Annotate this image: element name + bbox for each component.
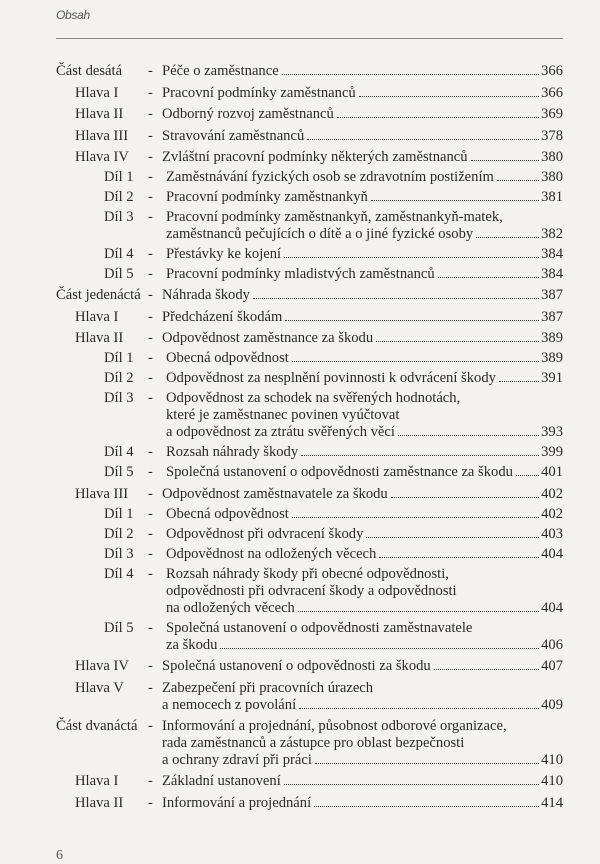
dot-leader xyxy=(476,237,539,238)
entry-dash: - xyxy=(148,505,153,522)
entry-title-line xyxy=(162,128,563,145)
entry-label: Hlava II xyxy=(75,794,124,811)
entry-label: Díl 1 xyxy=(104,350,134,366)
title-text: Přestávky ke kojení xyxy=(166,246,282,262)
entry-label: Hlava I xyxy=(75,308,119,325)
dot-leader xyxy=(434,669,539,670)
entry-label: Část jedenáctá xyxy=(56,287,141,303)
entry-page: 366 xyxy=(541,84,563,101)
toc-entry[interactable] xyxy=(56,795,563,812)
toc-entry[interactable] xyxy=(56,658,563,675)
entry-label: Díl 3 xyxy=(104,390,134,406)
dot-leader xyxy=(282,74,539,75)
toc-entry[interactable] xyxy=(56,246,563,263)
entry-page: 389 xyxy=(541,330,563,346)
title-text: Odpovědnost zaměstnance za škodu xyxy=(162,330,374,346)
entry-title-line xyxy=(162,658,563,675)
entry-dash: - xyxy=(148,84,153,101)
entry-title-line: Rozsah náhrady škody při obecné odpovědnosti, xyxy=(166,565,449,582)
entry-page: 406 xyxy=(541,636,563,653)
entry-title xyxy=(162,773,563,790)
entry-page: 378 xyxy=(541,127,563,144)
title-text: Pracovní podmínky zaměstnankyň xyxy=(166,189,368,205)
title-text: Zvláštní pracovní podmínky některých zaměstnanců xyxy=(162,149,468,165)
entry-label: Hlava II xyxy=(75,330,124,346)
toc-entry[interactable] xyxy=(56,169,563,186)
entry-title xyxy=(166,506,563,523)
entry-title xyxy=(162,63,563,80)
entry-label: Díl 4 xyxy=(104,246,134,262)
entry-title-line xyxy=(166,444,563,461)
dot-leader xyxy=(379,557,539,558)
dot-leader xyxy=(391,497,539,498)
entry-title xyxy=(166,350,563,367)
entry-title xyxy=(166,246,563,263)
entry-title xyxy=(162,486,563,503)
entry-dash: - xyxy=(148,246,153,262)
entry-dash: - xyxy=(148,350,153,366)
entry-dash: - xyxy=(148,679,153,696)
dot-leader xyxy=(359,96,539,97)
title-text: Společná ustanovení o odpovědnosti zaměstnance za škodu xyxy=(166,464,513,480)
entry-title xyxy=(166,370,563,387)
entry-label: Díl 2 xyxy=(104,525,134,542)
entry-dash: - xyxy=(148,370,153,386)
entry-title-line xyxy=(166,226,563,243)
entry-dash: - xyxy=(148,444,153,460)
entry-label: Díl 2 xyxy=(104,370,134,386)
entry-page: 407 xyxy=(541,658,563,674)
entry-dash: - xyxy=(148,464,153,480)
title-text: Pracovní podmínky mladistvých zaměstnanců xyxy=(166,266,435,282)
entry-dash: - xyxy=(148,525,153,542)
entry-title-line: Společná ustanovení o odpovědnosti zaměstnavatele xyxy=(166,619,473,636)
dot-leader xyxy=(284,257,539,258)
toc-entry[interactable] xyxy=(56,266,563,283)
title-text: na odložených věcech xyxy=(166,599,295,616)
title-text: Odborný rozvoj zaměstnanců xyxy=(162,106,334,122)
entry-label: Díl 1 xyxy=(104,169,134,185)
toc-entry[interactable] xyxy=(56,350,563,367)
title-text: Informování a projednání xyxy=(162,794,312,811)
entry-page: 401 xyxy=(541,464,563,480)
toc-entry[interactable] xyxy=(56,486,563,503)
entry-title xyxy=(166,546,563,563)
entry-page: 384 xyxy=(541,266,563,282)
dot-leader xyxy=(301,455,539,456)
entry-dash: - xyxy=(148,266,153,282)
entry-label: Díl 5 xyxy=(104,464,134,480)
entry-page: 403 xyxy=(541,525,563,542)
entry-page: 382 xyxy=(541,226,563,242)
entry-title-line xyxy=(166,350,563,367)
entry-title-line: Zabezpečení při pracovních úrazech xyxy=(162,679,374,696)
toc-entry[interactable] xyxy=(56,149,563,166)
entry-dash: - xyxy=(148,565,153,582)
entry-title xyxy=(162,309,563,326)
entry-title xyxy=(162,149,563,166)
entry-title-line xyxy=(166,189,563,206)
entry-page: 369 xyxy=(541,106,563,122)
entry-title-line xyxy=(166,546,563,563)
dot-leader xyxy=(337,117,539,118)
entry-label: Hlava III xyxy=(75,127,129,144)
entry-title xyxy=(166,189,563,206)
dot-leader xyxy=(299,708,539,709)
entry-dash: - xyxy=(148,658,153,674)
title-text: Obecná odpovědnost xyxy=(166,505,289,522)
entry-label: Díl 4 xyxy=(104,444,134,460)
page-number: 6 xyxy=(56,848,63,863)
header-rule xyxy=(56,38,563,39)
toc-entry[interactable] xyxy=(56,526,563,543)
dot-leader xyxy=(499,381,539,382)
title-text: Odpovědnost na odložených věcech xyxy=(166,545,377,562)
entry-dash: - xyxy=(148,189,153,205)
toc-entry[interactable] xyxy=(56,85,563,102)
entry-dash: - xyxy=(148,773,153,789)
dot-leader xyxy=(307,139,539,140)
dot-leader xyxy=(292,517,539,518)
entry-title-line xyxy=(162,309,563,326)
dot-leader xyxy=(315,763,539,764)
entry-title xyxy=(166,266,563,283)
entry-label: Díl 5 xyxy=(104,619,134,636)
entry-title-line xyxy=(162,106,563,123)
entry-label: Díl 5 xyxy=(104,266,134,282)
entry-dash: - xyxy=(148,619,153,636)
toc-entry[interactable] xyxy=(56,390,563,441)
entry-label: Hlava III xyxy=(75,485,129,502)
entry-title-line xyxy=(162,773,563,790)
entry-label: Díl 3 xyxy=(104,545,134,562)
title-text: Zaměstnávání fyzických osob se zdravotním postižením xyxy=(166,169,494,185)
entry-page: 387 xyxy=(541,308,563,325)
entry-title-line xyxy=(162,63,563,80)
entry-title xyxy=(166,526,563,543)
toc-entry[interactable] xyxy=(56,309,563,326)
entry-title-line xyxy=(166,370,563,387)
toc-entry[interactable] xyxy=(56,128,563,145)
title-text: a nemocech z povolání xyxy=(162,696,297,713)
entry-title xyxy=(166,169,563,186)
entry-dash: - xyxy=(148,794,153,811)
toc-entry[interactable] xyxy=(56,370,563,387)
entry-title-line xyxy=(162,752,563,769)
title-text: a odpovědnost za ztrátu svěřených věcí xyxy=(166,424,395,440)
entry-title-line xyxy=(166,246,563,263)
entry-label: Část dvanáctá xyxy=(56,717,138,734)
entry-title-line xyxy=(162,287,563,304)
dot-leader xyxy=(314,806,539,807)
entry-title xyxy=(162,128,563,145)
title-text: zaměstnanců pečujících o dítě a o jiné fyzické osoby xyxy=(166,226,474,242)
dot-leader xyxy=(284,784,539,785)
dot-leader xyxy=(497,180,539,181)
entry-title-line xyxy=(162,149,563,166)
entry-dash: - xyxy=(148,106,153,122)
entry-title xyxy=(162,330,563,347)
entry-label: Hlava II xyxy=(75,106,124,122)
entry-page: 410 xyxy=(541,773,563,789)
toc-entry[interactable] xyxy=(56,718,563,769)
entry-label: Hlava IV xyxy=(75,658,129,674)
entry-dash: - xyxy=(148,545,153,562)
toc-entry[interactable] xyxy=(56,546,563,563)
entry-dash: - xyxy=(148,308,153,325)
entry-title xyxy=(166,390,563,441)
toc-entry[interactable] xyxy=(56,209,563,243)
entry-title-line: Pracovní podmínky zaměstnankyň, zaměstnankyň-matek, xyxy=(166,209,503,225)
entry-title-line xyxy=(162,795,563,812)
entry-label: Díl 4 xyxy=(104,565,134,582)
entry-title-line: Informování a projednání, působnost odborové organizace, xyxy=(162,717,507,734)
entry-title xyxy=(166,566,563,617)
entry-page: 380 xyxy=(541,169,563,185)
entry-label: Část desátá xyxy=(56,63,123,79)
entry-dash: - xyxy=(148,287,153,303)
entry-title-line xyxy=(162,330,563,347)
entry-title-line xyxy=(162,486,563,503)
toc-entry[interactable] xyxy=(56,566,563,617)
toc-entry[interactable] xyxy=(56,620,563,654)
toc-entry[interactable] xyxy=(56,444,563,461)
toc-entry[interactable] xyxy=(56,464,563,481)
entry-title xyxy=(162,718,563,769)
entry-page: 402 xyxy=(541,485,563,502)
entry-label: Hlava V xyxy=(75,679,124,696)
entry-page: 404 xyxy=(541,599,563,616)
title-text: Odpovědnost při odvracení škody xyxy=(166,525,364,542)
toc-entry[interactable] xyxy=(56,773,563,790)
title-text: Rozsah náhrady škody xyxy=(166,444,299,460)
dot-leader xyxy=(516,475,539,476)
entry-title-line xyxy=(166,464,563,481)
entry-label: Díl 1 xyxy=(104,505,134,522)
entry-dash: - xyxy=(148,485,153,502)
title-text: Stravování zaměstnanců xyxy=(162,127,305,144)
entry-page: 402 xyxy=(541,505,563,522)
entry-page: 387 xyxy=(541,287,563,303)
title-text: Náhrada škody xyxy=(162,287,250,303)
toc-entry[interactable] xyxy=(56,506,563,523)
entry-title xyxy=(162,106,563,123)
entry-page: 410 xyxy=(541,751,563,768)
dot-leader xyxy=(298,611,539,612)
running-header: Obsah xyxy=(56,8,90,22)
dot-leader xyxy=(438,277,539,278)
title-text: Základní ustanovení xyxy=(162,773,281,789)
entry-title xyxy=(162,287,563,304)
dot-leader xyxy=(376,341,539,342)
title-text: Společná ustanovení o odpovědnosti za škodu xyxy=(162,658,431,674)
entry-page: 366 xyxy=(541,63,563,79)
entry-title xyxy=(162,658,563,675)
entry-label: Hlava I xyxy=(75,84,119,101)
entry-dash: - xyxy=(148,127,153,144)
entry-page: 399 xyxy=(541,444,563,460)
dot-leader xyxy=(285,320,539,321)
title-text: Pracovní podmínky zaměstnanců xyxy=(162,84,356,101)
table-of-contents xyxy=(56,63,563,812)
entry-title-line xyxy=(166,169,563,186)
entry-page: 409 xyxy=(541,696,563,713)
entry-page: 404 xyxy=(541,545,563,562)
entry-label: Hlava IV xyxy=(75,149,129,165)
title-text: Obecná odpovědnost xyxy=(166,350,289,366)
entry-title-line xyxy=(166,637,563,654)
entry-dash: - xyxy=(148,209,153,225)
dot-leader xyxy=(371,200,539,201)
entry-title xyxy=(162,85,563,102)
entry-page: 391 xyxy=(541,370,563,386)
entry-dash: - xyxy=(148,717,153,734)
entry-dash: - xyxy=(148,169,153,185)
entry-title xyxy=(166,444,563,461)
toc-entry[interactable] xyxy=(56,287,563,304)
dot-leader xyxy=(292,361,539,362)
entry-title-line xyxy=(166,506,563,523)
entry-page: 384 xyxy=(541,246,563,262)
entry-page: 414 xyxy=(541,794,563,811)
entry-title xyxy=(166,209,563,243)
title-text: Odpovědnost zaměstnavatele za škodu xyxy=(162,485,388,502)
entry-title-line: odpovědnosti při odvracení škody a odpovědnosti xyxy=(166,582,457,599)
entry-title-line: Odpovědnost za schodek na svěřených hodnotách, xyxy=(166,390,461,406)
title-text: Odpovědnost za nesplnění povinnosti k odvrácení škody xyxy=(166,370,496,386)
entry-page: 393 xyxy=(541,424,563,440)
entry-title xyxy=(166,464,563,481)
toc-entry[interactable] xyxy=(56,189,563,206)
entry-title xyxy=(162,795,563,812)
entry-dash: - xyxy=(148,390,153,406)
entry-page: 389 xyxy=(541,350,563,366)
entry-dash: - xyxy=(148,63,153,79)
entry-title-line xyxy=(166,424,563,441)
dot-leader xyxy=(366,537,539,538)
title-text: Předcházení škodám xyxy=(162,308,283,325)
entry-title-line xyxy=(166,266,563,283)
toc-entry[interactable] xyxy=(56,680,563,714)
entry-page: 381 xyxy=(541,189,563,205)
entry-title-line xyxy=(166,526,563,543)
dot-leader xyxy=(471,160,540,161)
entry-title xyxy=(166,620,563,654)
dot-leader xyxy=(253,298,539,299)
entry-title-line xyxy=(162,697,563,714)
entry-label: Hlava I xyxy=(75,773,119,789)
dot-leader xyxy=(220,648,539,649)
toc-entry[interactable] xyxy=(56,330,563,347)
title-text: Péče o zaměstnance xyxy=(162,63,279,79)
title-text: za škodu xyxy=(166,636,218,653)
entry-dash: - xyxy=(148,330,153,346)
entry-title xyxy=(162,680,563,714)
dot-leader xyxy=(398,435,539,436)
entry-title-line xyxy=(162,85,563,102)
entry-title-line xyxy=(166,600,563,617)
entry-page: 380 xyxy=(541,149,563,165)
entry-dash: - xyxy=(148,149,153,165)
toc-entry[interactable] xyxy=(56,63,563,80)
toc-entry[interactable] xyxy=(56,106,563,123)
entry-title-line: rada zaměstnanců a zástupce pro oblast bezpečnosti xyxy=(162,734,465,751)
title-text: a ochrany zdraví při práci xyxy=(162,751,312,768)
entry-label: Díl 3 xyxy=(104,209,134,225)
entry-label: Díl 2 xyxy=(104,189,134,205)
entry-title-line: které je zaměstnanec povinen vyúčtovat xyxy=(166,407,400,423)
